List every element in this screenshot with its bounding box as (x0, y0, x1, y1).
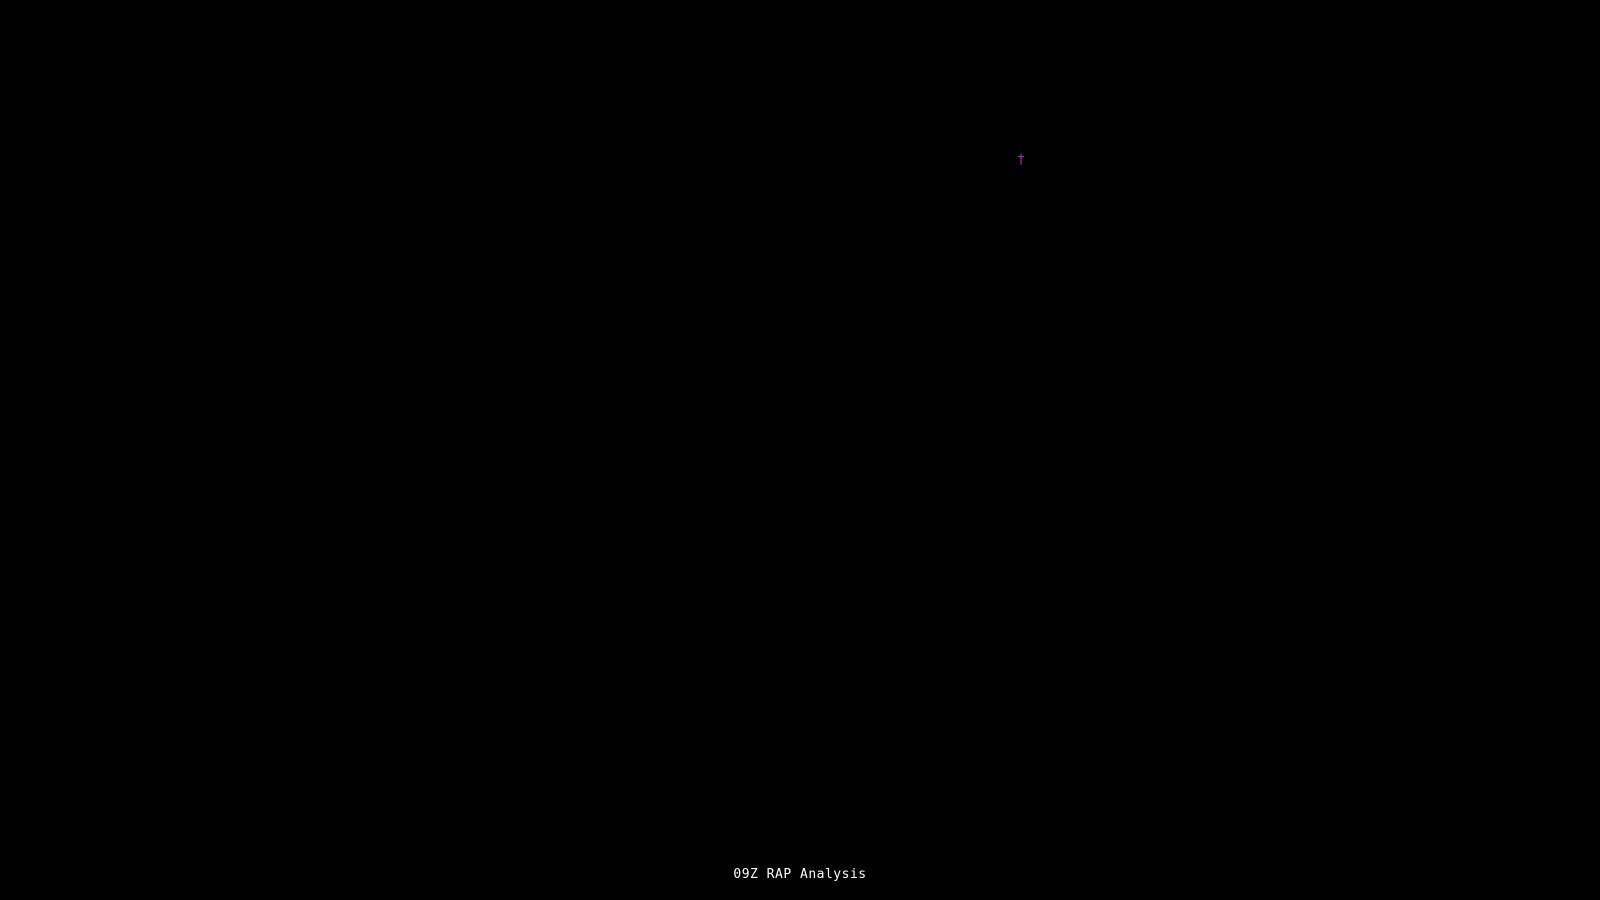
station-plot-marker: † (1017, 152, 1025, 168)
chart-caption: 09Z RAP Analysis (733, 867, 867, 882)
